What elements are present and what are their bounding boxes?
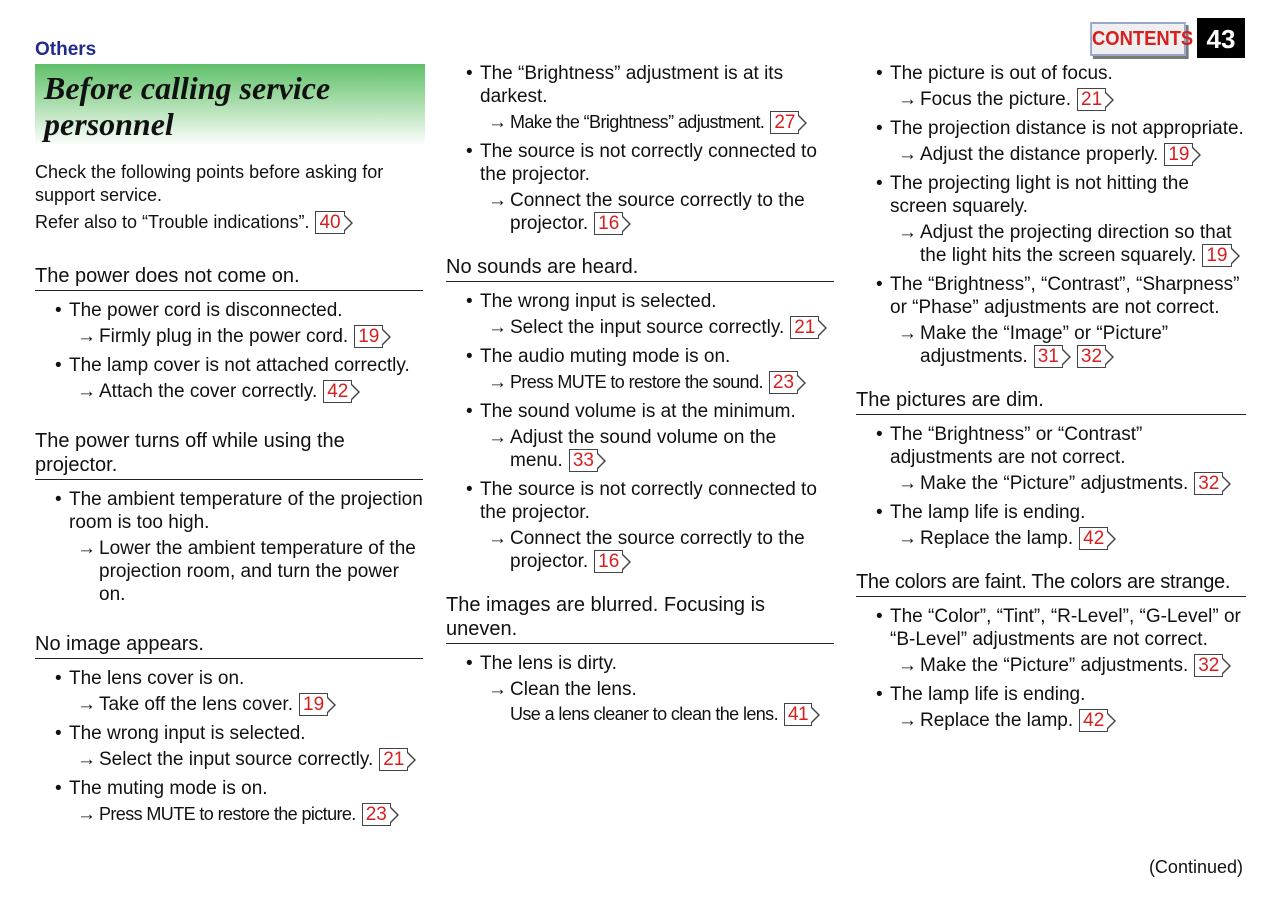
bullet-icon: • (876, 606, 883, 627)
page-ref-link[interactable]: 27 (770, 111, 799, 134)
cause-item: • The “Color”, “Tint”, “R-Level”, “G-Level” or “B-Level” adjustments are not correct. (876, 606, 1241, 650)
page-ref-link[interactable]: 32 (1194, 472, 1223, 495)
cause-item: • The lens is dirty. (466, 653, 617, 674)
arrow-icon: → (488, 317, 507, 338)
arrow-icon: → (898, 222, 917, 243)
page-title-banner (35, 64, 425, 146)
arrow-icon: → (77, 381, 96, 402)
solution-item: → Select the input source correctly. 21 (446, 316, 834, 339)
cause-item: • The audio muting mode is on. (466, 346, 731, 367)
page-title: Before calling service personnel (44, 70, 331, 142)
solution-item: → Press MUTE to restore the picture. 23 (35, 803, 423, 826)
page-ref-link[interactable]: 42 (323, 380, 352, 403)
cause-item: • The source is not correctly connected to the projector. (466, 479, 817, 523)
section-heading: No sounds are heard. (446, 255, 834, 282)
page-ref-link[interactable]: 23 (362, 803, 391, 826)
solution-item: → Adjust the sound volume on the menu. 33 (488, 427, 777, 471)
bullet-icon: • (466, 653, 473, 674)
bullet-icon: • (466, 141, 473, 162)
arrow-icon: → (898, 655, 917, 676)
solution-item: → Replace the lamp. 42 (856, 709, 1246, 732)
solution-item: → Press MUTE to restore the sound. 23 (446, 371, 834, 394)
page-ref-link[interactable]: 21 (790, 316, 819, 339)
page-ref-link[interactable]: 33 (569, 449, 598, 472)
solution-item: → Clean the lens. (488, 679, 637, 700)
page-ref-link[interactable]: 32 (1077, 345, 1106, 368)
solution-item: → Attach the cover correctly. 42 (35, 380, 423, 403)
solution-item: → Make the “Picture” adjustments. 32 (856, 472, 1246, 495)
page-ref-link[interactable]: 21 (1077, 88, 1106, 111)
arrow-icon: → (488, 112, 507, 133)
bullet-icon: • (55, 778, 62, 799)
bullet-icon: • (466, 291, 473, 312)
bullet-icon: • (55, 355, 62, 376)
bullet-icon: • (55, 489, 62, 510)
section-heading: The pictures are dim. (856, 388, 1246, 415)
page-ref-link[interactable]: 19 (1164, 143, 1193, 166)
solution-item: → Select the input source correctly. 21 (35, 748, 423, 771)
page-ref-link[interactable]: 16 (594, 550, 623, 573)
bullet-icon: • (876, 173, 883, 194)
page-ref-link[interactable]: 42 (1079, 709, 1108, 732)
page-ref-link[interactable]: 23 (769, 371, 798, 394)
arrow-icon: → (77, 326, 96, 347)
arrow-icon: → (488, 372, 507, 393)
section-label: Others (35, 39, 97, 60)
section-heading: The images are blurred. Focusing is uneven. (446, 593, 834, 644)
bullet-icon: • (55, 300, 62, 321)
bullet-icon: • (55, 668, 62, 689)
page-ref-link[interactable]: 41 (784, 703, 812, 726)
cause-item: • The picture is out of focus. (876, 63, 1113, 84)
cause-item: • The lamp cover is not attached correctly. (55, 355, 410, 376)
solution-item: → Focus the picture. 21 (856, 88, 1246, 111)
cause-item: • The projecting light is not hitting the screen squarely. (876, 173, 1189, 217)
cause-item: • The “Brightness” or “Contrast” adjustments are not correct. (876, 424, 1143, 468)
arrow-icon: → (77, 804, 96, 825)
arrow-icon: → (488, 190, 507, 211)
page-ref-link[interactable]: 40 (315, 211, 344, 234)
bullet-icon: • (55, 723, 62, 744)
arrow-icon: → (77, 538, 96, 559)
contents-button[interactable]: CONTENTS (1090, 22, 1186, 56)
bullet-icon: • (466, 63, 473, 84)
cause-item: • The lamp life is ending. (876, 684, 1086, 705)
cause-item: • The sound volume is at the minimum. (466, 401, 796, 422)
page-ref-link[interactable]: 31 (1034, 345, 1063, 368)
bullet-icon: • (876, 502, 883, 523)
page-ref-link[interactable]: 32 (1194, 654, 1223, 677)
page-ref-link[interactable]: 42 (1079, 527, 1108, 550)
section-heading: The power does not come on. (35, 264, 423, 291)
bullet-icon: • (466, 401, 473, 422)
column-2 (446, 62, 834, 732)
arrow-icon: → (77, 749, 96, 770)
solution-item: → Make the “Brightness” adjustment. 27 (446, 111, 834, 134)
solution-item: → Connect the source correctly to the projector. 16 (488, 528, 805, 572)
arrow-icon: → (488, 679, 507, 700)
arrow-icon: → (898, 710, 917, 731)
cause-item: • The muting mode is on. (55, 778, 268, 799)
section-heading: The colors are faint. The colors are strange. (856, 570, 1246, 597)
solution-item: → Adjust the distance properly. 19 (856, 143, 1246, 166)
bullet-icon: • (876, 424, 883, 445)
column-1 (35, 161, 423, 832)
arrow-icon: → (898, 323, 917, 344)
section-heading: No image appears. (35, 632, 423, 659)
intro-refer: Refer also to “Trouble indications”. 40 (35, 211, 423, 234)
page-ref-link[interactable]: 21 (379, 748, 408, 771)
note-text: Use a lens cleaner to clean the lens. 41 (446, 703, 834, 726)
column-3 (856, 62, 1246, 738)
page-ref-link[interactable]: 19 (299, 693, 328, 716)
cause-item: • The “Brightness”, “Contrast”, “Sharpness” or “Phase” adjustments are not correct. (876, 274, 1240, 318)
arrow-icon: → (898, 473, 917, 494)
solution-item: → Take off the lens cover. 19 (35, 693, 423, 716)
cause-item: • The source is not correctly connected to the projector. (466, 141, 817, 185)
solution-item: → Make the “Picture” adjustments. 32 (856, 654, 1246, 677)
solution-item: → Make the “Image” or “Picture” adjustments. 31 32 (898, 323, 1169, 367)
cause-item: • The lens cover is on. (55, 668, 245, 689)
arrow-icon: → (898, 144, 917, 165)
solution-item: → Connect the source correctly to the projector. 16 (488, 190, 805, 234)
bullet-icon: • (876, 63, 883, 84)
section-heading: The power turns off while using the projector. (35, 429, 423, 480)
cause-item: • The “Brightness” adjustment is at its darkest. (466, 63, 784, 107)
arrow-icon: → (77, 694, 96, 715)
cause-item: • The ambient temperature of the projection room is too high. (55, 489, 423, 533)
cause-item: • The power cord is disconnected. (55, 300, 343, 321)
page-ref-link[interactable]: 19 (1202, 244, 1231, 267)
solution-item: → Firmly plug in the power cord. 19 (35, 325, 423, 348)
arrow-icon: → (488, 427, 507, 448)
bullet-icon: • (876, 274, 883, 295)
intro-text: Check the following points before asking for support service. (35, 162, 384, 205)
page-number: 43 (1197, 18, 1245, 58)
bullet-icon: • (876, 684, 883, 705)
continued-label: (Continued) (1148, 857, 1243, 877)
bullet-icon: • (466, 479, 473, 500)
bullet-icon: • (876, 118, 883, 139)
solution-item: → Lower the ambient temperature of the projection room, and turn the power on. (77, 538, 416, 605)
solution-item: → Adjust the projecting direction so that the light hits the screen squarely. 19 (898, 222, 1232, 266)
bullet-icon: • (466, 346, 473, 367)
cause-item: • The lamp life is ending. (876, 502, 1086, 523)
cause-item: • The wrong input is selected. (55, 723, 306, 744)
arrow-icon: → (488, 528, 507, 549)
arrow-icon: → (898, 89, 917, 110)
cause-item: • The projection distance is not appropriate. (876, 118, 1244, 139)
solution-item: → Replace the lamp. 42 (856, 527, 1246, 550)
arrow-icon: → (898, 528, 917, 549)
page-ref-link[interactable]: 16 (594, 212, 623, 235)
page-ref-link[interactable]: 19 (354, 325, 383, 348)
cause-item: • The wrong input is selected. (466, 291, 717, 312)
